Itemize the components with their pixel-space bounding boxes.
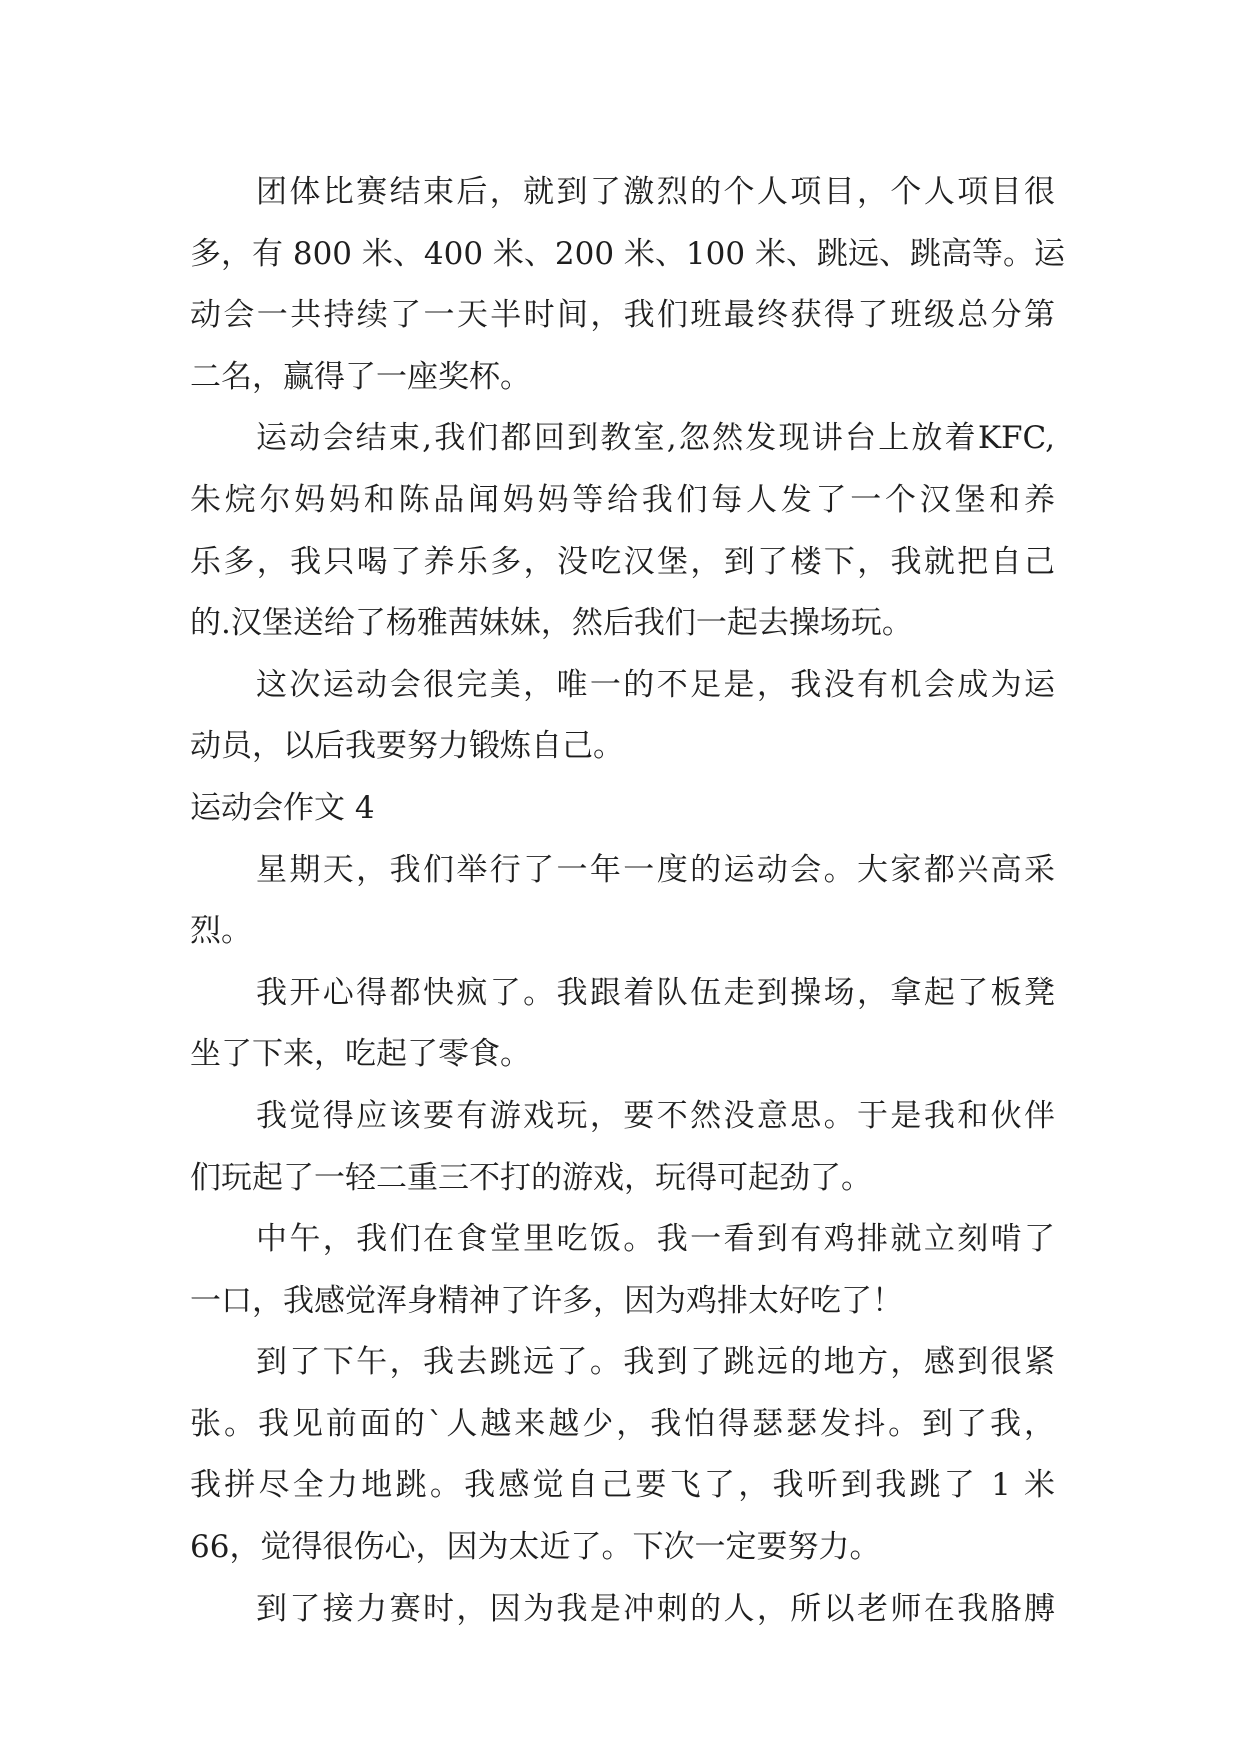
text-line: 烈。 (190, 913, 252, 950)
text-line: 团体比赛结束后，就到了激烈的个人项目，个人项目很 (256, 174, 1055, 210)
heading-text: 运动会作文 4 (190, 789, 375, 826)
paragraph (190, 1332, 1055, 1578)
section-heading (190, 778, 1055, 840)
paragraph (190, 963, 1055, 1086)
text-line: 乐多，我只喝了养乐多，没吃汉堡，到了楼下，我就把自己 (190, 543, 1055, 580)
text-line: 我觉得应该要有游戏玩，要不然没意思。于是我和伙伴 (256, 1097, 1055, 1134)
text-line: 这次运动会很完美，唯一的不足是，我没有机会成为运 (256, 666, 1055, 703)
text-line: 66，觉得很伤心，因为太近了。下次一定要努力。 (190, 1529, 881, 1566)
paragraph (190, 408, 1055, 654)
text-line: 张。我见前面的`人越来越少，我怕得瑟瑟发抖。到了我， (190, 1405, 1055, 1442)
paragraph (190, 655, 1055, 778)
paragraph (190, 1579, 1055, 1641)
text-line: 朱烷尔妈妈和陈品闻妈妈等给我们每人发了一个汉堡和养 (190, 481, 1055, 518)
text-line: 二名，赢得了一座奖杯。 (190, 358, 531, 395)
paragraph (190, 840, 1055, 963)
text-line: 到了接力赛时，因为我是冲刺的人，所以老师在我胳膊 (256, 1590, 1055, 1627)
text-line: 动会一共持续了一天半时间，我们班最终获得了班级总分第 (190, 297, 1055, 334)
text-line: 的.汉堡送给了杨雅茜妹妹，然后我们一起去操场玩。 (190, 605, 913, 642)
text-line: 我开心得都快疯了。我跟着队伍走到操场，拿起了板凳 (256, 974, 1055, 1011)
text-line: 运动会结束,我们都回到教室,忽然发现讲台上放着KFC, (256, 420, 1055, 457)
text-line: 中午，我们在食堂里吃饭。我一看到有鸡排就立刻啃了 (256, 1221, 1055, 1258)
text-line: 我拼尽全力地跳。我感觉自己要飞了，我听到我跳了 1 米 (190, 1467, 1055, 1504)
paragraph (190, 1086, 1055, 1209)
text-line: 们玩起了一轻二重三不打的游戏，玩得可起劲了。 (190, 1159, 872, 1196)
paragraph (190, 1209, 1055, 1332)
text-line: 多，有 800 米、400 米、200 米、100 米、跳远、跳高等。运 (190, 235, 1065, 272)
text-line: 到了下午，我去跳远了。我到了跳远的地方，感到很紧 (256, 1344, 1055, 1381)
text-line: 星期天，我们举行了一年一度的运动会。大家都兴高采 (256, 851, 1055, 888)
document-body (190, 162, 1065, 1640)
text-line: 坐了下来，吃起了零食。 (190, 1036, 531, 1073)
text-line: 动员，以后我要努力锻炼自己。 (190, 728, 624, 765)
text-line: 一口，我感觉浑身精神了许多，因为鸡排太好吃了！ (190, 1282, 903, 1319)
paragraph (190, 162, 1065, 408)
